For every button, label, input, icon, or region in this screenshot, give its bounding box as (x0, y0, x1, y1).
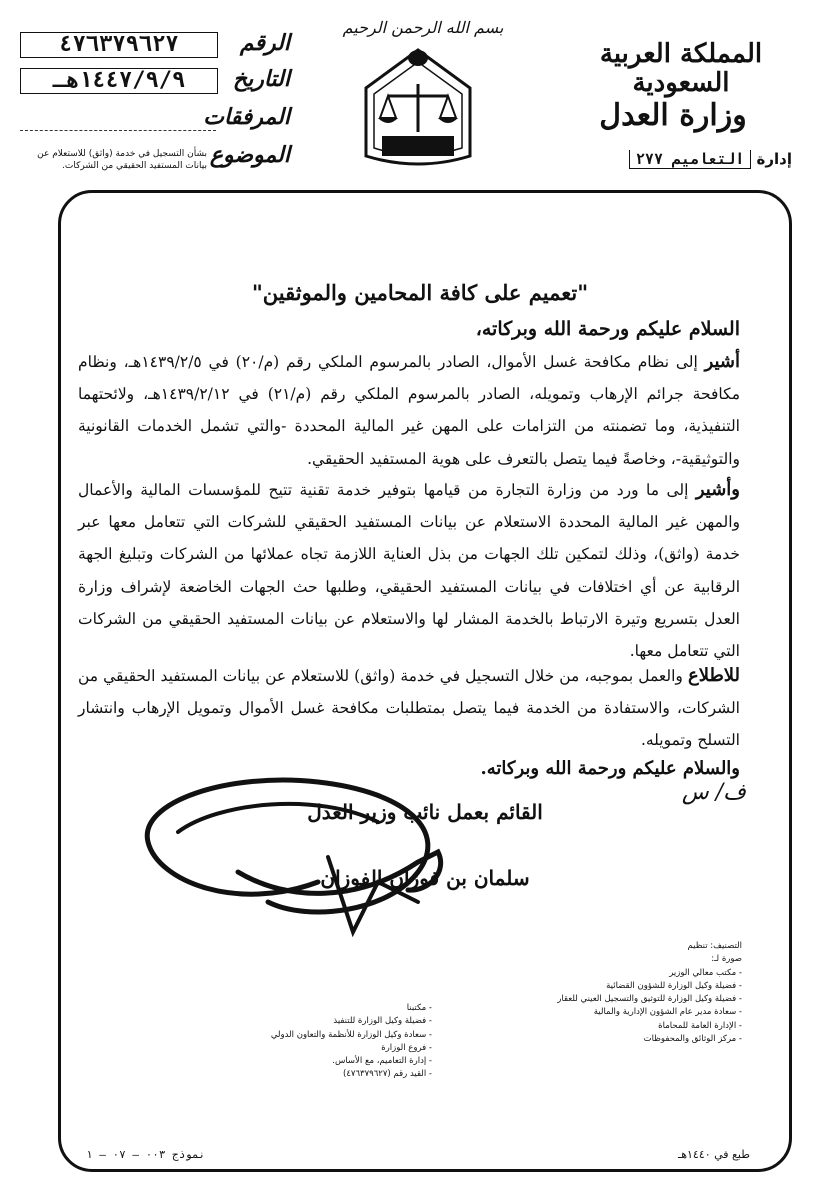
distribution-right (412, 940, 742, 1046)
initials-mark: ف/ س (681, 780, 746, 805)
greeting: السلام عليكم ورحمة الله وبركاته، (475, 318, 740, 340)
department-label: إدارة (756, 150, 792, 168)
distribution-item: - إدارة التعاميم، مع الأساس. (332, 1056, 432, 1067)
ministry-title: وزارة العدل (599, 98, 747, 133)
form-number: نموذج ٠٠٣ – ٠٧ – ١ (86, 1148, 206, 1161)
distribution-item: - القيد رقم (٤٧٦٣٧٩٦٢٧) (342, 1069, 432, 1080)
distribution-item: - مكتبنا (406, 1003, 432, 1013)
paragraph-2-lead: وأشير (695, 479, 740, 500)
attachments-line (20, 130, 216, 131)
basmala: بسم الله الرحمن الرحيم (342, 18, 504, 37)
attachments-label: المرفقات (203, 104, 290, 130)
ministry-emblem (352, 44, 484, 174)
distribution-item: - فروع الوزارة (381, 1042, 432, 1053)
paragraph-1-lead: أشير (704, 351, 741, 372)
date-value: ١٤٤٧/٩/٩هـ (20, 68, 218, 94)
date-field (20, 66, 290, 96)
paragraph-3-text: والعمل بموجبه، من خلال التسجيل في خدمة (واثق) للاستعلام عن بيانات المستفيد الحقيقي من الشركات، والاستفادة من الخدمة فيما يتصل بمتطلبات مكافحة غسل الأموال وتمويل الإرهاب وانتشار التسلح وتمويله. (78, 667, 740, 750)
circular-heading: "تعميم على كافة المحامين والموثقين" (251, 280, 589, 305)
department-value: التعاميم ٢٧٧ (629, 150, 751, 169)
distribution-item: - مكتب معالي الوزير (669, 967, 742, 978)
number-label: الرقم (239, 30, 290, 56)
paragraph-2 (78, 474, 740, 667)
closing-line: والسلام عليكم ورحمة الله وبركاته. (480, 758, 740, 779)
department-ref (572, 150, 792, 169)
kingdom-title: المملكة العربية السعودية (599, 39, 763, 98)
paragraph-3 (78, 660, 740, 757)
distribution-item: - سعادة مدير عام الشؤون الإدارية والمالية (593, 1007, 742, 1018)
paragraph-3-lead: للاطلاع (687, 665, 740, 686)
print-date: طبع في ١٤٤٠هـ (677, 1148, 750, 1161)
distribution-left (202, 1002, 432, 1082)
distribution-item: صورة لـ: (711, 954, 742, 965)
number-value: ٤٧٦٣٧٩٦٢٧ (20, 32, 218, 58)
signer-title: القائم بعمل نائب وزير العدل (307, 800, 543, 824)
signer-name: سلمان بن فوزان الفوزان (320, 866, 530, 890)
paragraph-1-text: إلى نظام مكافحة غسل الأموال، الصادر بالمرسوم الملكي رقم (م/٢٠) في ١٤٣٩/٢/٥هـ، ونظام مكافحة جرائم الإرهاب وتمويله، الصادر بالمرسوم الملكي رقم (م/٢١) في ١٤٣٩/٢/١٢هـ، ولائحتهما التنفيذية، وما تضمنته من التزامات على المهن غير المالية المحددة -والتي تشمل الخدمات القانونية والتوثيقية-، وخاصةً فيما يتصل بالتعرف على هوية المستفيد الحقيقي. (78, 353, 740, 468)
distribution-item: - الإدارة العامة للمحاماة (658, 1020, 742, 1031)
distribution-item: - فضيلة وكيل الوزارة للتنفيذ (333, 1016, 432, 1027)
attachments-field (20, 104, 290, 134)
distribution-item: - سعادة وكيل الوزارة للأنظمة والتعاون الدولي (270, 1029, 432, 1040)
distribution-item: التصنيف: تنظيم (687, 941, 742, 951)
paragraph-2-text: إلى ما ورد من وزارة التجارة من قيامها بتوفير خدمة تقنية تتيح للمؤسسات المالية والأعمال والمهن غير المالية المحددة الاستعلام عن بيانات المستفيد الحقيقي للشركات التي تتعامل معها عبر خدمة (واثق)، وذلك لتمكين تلك الجهات من بذل العناية اللازمة تجاه عملائها من الشركات وتبليغ الجهة الرقابية عن أي اختلافات في بيانات المستفيد الحقيقي، وطلبها حث الجهات الخاضعة لإشراف وزارة العدل بتسريع وتيرة الارتباط بالخدمة المشار لها والاستعلام عن بيانات المستفيد الحقيقي من الشركات التي تتعامل معها. (78, 481, 740, 661)
distribution-item: - فضيلة وكيل الوزارة للشؤون القضائية (606, 980, 742, 991)
subject-label: الموضوع (209, 142, 290, 168)
handwritten-signature (118, 762, 568, 952)
distribution-item: - فضيلة وكيل الوزارة للتوثيق والتسجيل العيني للعقار (557, 994, 742, 1005)
distribution-item: - مركز الوثائق والمحفوظات (643, 1034, 742, 1045)
date-label: التاريخ (232, 66, 290, 92)
number-field (20, 30, 290, 60)
subject-value: بشأن التسجيل في خدمة (واثق) للاستعلام عن بيانات المستفيد الحقيقي من الشركات. (37, 149, 207, 172)
paragraph-1 (78, 346, 740, 475)
